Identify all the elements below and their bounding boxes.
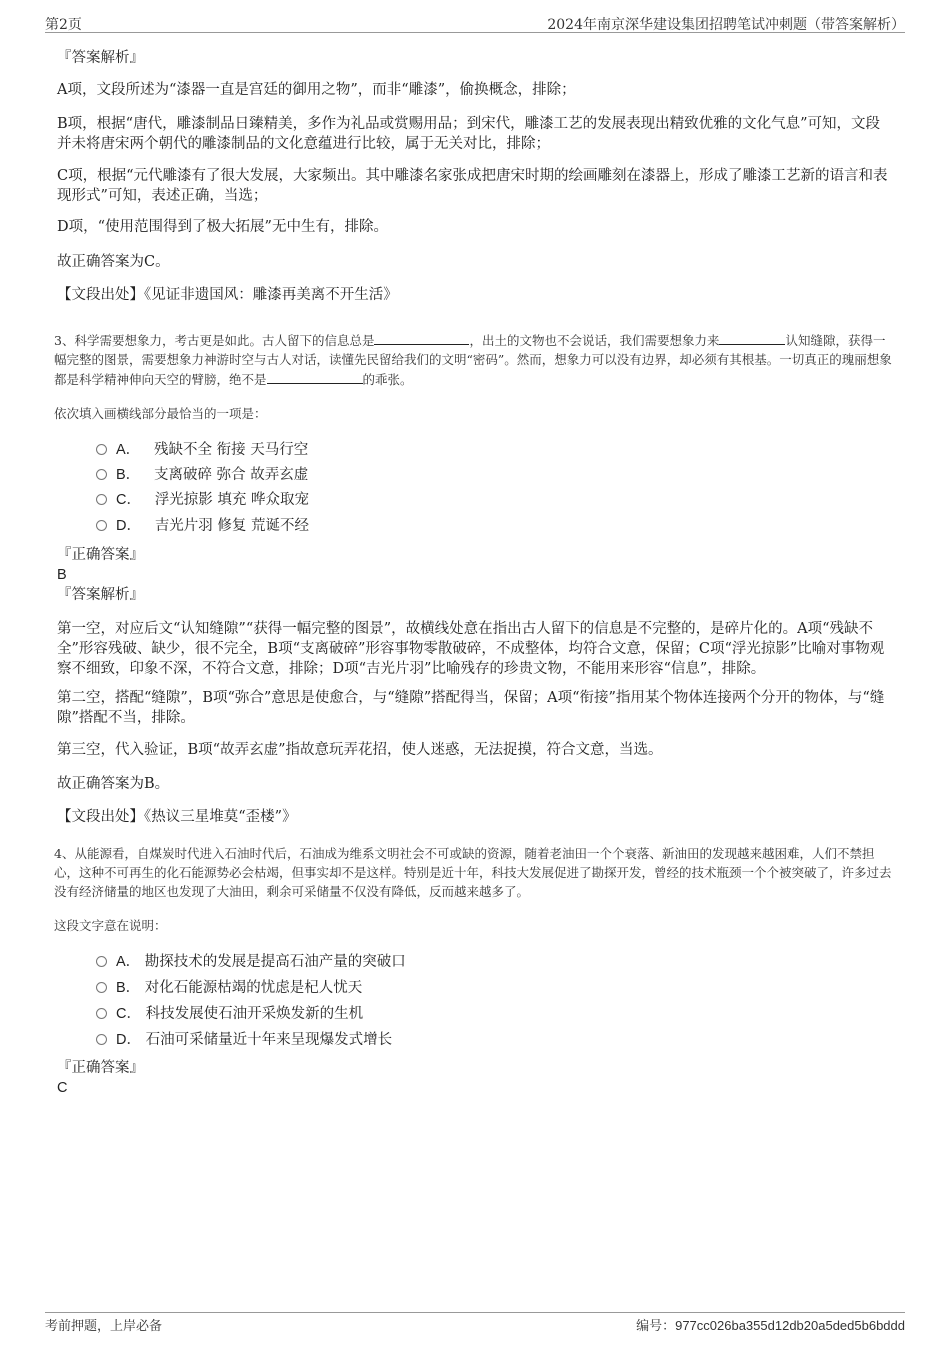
page-footer: [45, 1312, 905, 1335]
q4-option-b[interactable]: B． 对化石能源枯竭的忧虑是杞人忧天: [96, 978, 362, 998]
q3-option-b[interactable]: B． 支离破碎 弥合 故弄玄虚: [96, 465, 308, 485]
q2-analysis-heading: 『答案解析』: [57, 50, 144, 66]
radio-icon[interactable]: [96, 1034, 107, 1045]
q3-stem: 3、科学需要想象力，考古更是如此。古人留下的信息总是 ，出土的文物也不会说话，我们需要想象力来 认知缝隙，获得一幅完整的图景，需要想象力神游时空与古人对话，读懂先民留给我们的文明“密码”。然而，想象力可以没有边界，却必须有其根基。一切真正的瑰丽想象都是科学精神伸向天空的臂膀，绝不是 的乖张。: [54, 330, 896, 389]
q3-answer: B: [57, 567, 67, 583]
q4-prompt: 这段文字意在说明：: [54, 918, 167, 933]
q3-analysis-p1: 第一空，对应后文“认知缝隙”“获得一幅完整的图景”，故横线处意在指出古人留下的信息是不完整的，是碎片化的。A项“残缺不全”形容残破、缺少，很不完全，B项“支离破碎”形容事物零散破碎，不成整体，均符合文意，保留；C项“浮光掠影”比喻对事物观察不细致，印象不深，不符合文意，排除；D项“吉光片羽”比喻残存的珍贵文物，不能用来形容“信息”，排除。: [57, 621, 885, 677]
q3-option-d[interactable]: D． 吉光片羽 修复 荒诞不经: [96, 516, 309, 536]
q4-answer-heading: 『正确答案』: [57, 1060, 144, 1076]
q3-source: 【文段出处】《热议三星堆莫“歪楼”》: [57, 809, 297, 825]
document-title: 2024年南京深华建设集团招聘笔试冲刺题（带答案解析）: [547, 17, 905, 33]
page-number: 第2页: [45, 17, 82, 33]
blank-3: [267, 369, 363, 384]
blank-2: [719, 330, 785, 345]
radio-icon[interactable]: [96, 956, 107, 967]
radio-icon[interactable]: [96, 982, 107, 993]
q4-option-d[interactable]: D． 石油可采储量近十年来呈现爆发式增长: [96, 1030, 392, 1050]
radio-icon[interactable]: [96, 1008, 107, 1019]
q2-analysis-a: A项，文段所述为“漆器一直是宫廷的御用之物”，而非“雕漆”，偷换概念，排除；: [57, 82, 576, 98]
document-code: 编号：977cc026ba355d12db20a5ded5b6bddd: [636, 1318, 905, 1334]
q2-analysis-d: D项，“使用范围得到了极大拓展”无中生有，排除。: [57, 219, 388, 235]
radio-icon[interactable]: [96, 469, 107, 480]
q3-option-a[interactable]: A． 残缺不全 衔接 天马行空: [96, 440, 308, 460]
radio-icon[interactable]: [96, 444, 107, 455]
q2-source: 【文段出处】《见证非遗国风：雕漆再美离不开生活》: [57, 287, 398, 303]
q3-conclusion: 故正确答案为B。: [57, 776, 170, 792]
page-header: [45, 14, 905, 33]
q3-analysis-heading: 『答案解析』: [57, 587, 144, 603]
q2-analysis-c: C项，根据“元代雕漆有了很大发展，大家频出。其中雕漆名家张成把唐宋时期的绘画雕刻在漆器上，形成了雕漆工艺新的语言和表现形式”可知，表述正确，当选；: [57, 168, 888, 204]
q2-analysis-b: B项，根据“唐代，雕漆制品日臻精美，多作为礼品或赏赐用品；到宋代，雕漆工艺的发展表现出精致优雅的文化气息”可知，文段并未将唐宋两个朝代的雕漆制品的文化意蕴进行比较，属于无关对比，排除；: [57, 116, 880, 152]
q4-option-a[interactable]: A． 勘探技术的发展是提高石油产量的突破口: [96, 952, 406, 972]
radio-icon[interactable]: [96, 520, 107, 531]
q3-analysis-p3: 第三空，代入验证，B项“故弄玄虚”指故意玩弄花招，使人迷惑，无法捉摸，符合文意，当选。: [57, 742, 663, 758]
q3-option-c[interactable]: C． 浮光掠影 填充 哗众取宠: [96, 490, 309, 510]
blank-1: [374, 330, 469, 345]
q4-stem: 4、从能源看，自煤炭时代进入石油时代后，石油成为维系文明社会不可或缺的资源，随着老油田一个个衰落、新油田的发现越来越困难，人们不禁担心，这种不可再生的化石能源势必会枯竭，但事实却不是这样。特别是近十年，科技大发展促进了勘探开发，曾经的技术瓶颈一个个被突破了，许多过去没有经济储量的地区也发现了大油田，剩余可采储量不仅没有降低，反而越来越多了。: [54, 846, 892, 899]
radio-icon[interactable]: [96, 494, 107, 505]
q4-option-c[interactable]: C． 科技发展使石油开采焕发新的生机: [96, 1004, 363, 1024]
q4-answer: C: [57, 1080, 68, 1096]
q2-conclusion: 故正确答案为C。: [57, 254, 170, 270]
footer-slogan: 考前押题，上岸必备: [45, 1319, 163, 1334]
q3-prompt: 依次填入画横线部分最恰当的一项是：: [54, 406, 267, 421]
q3-answer-heading: 『正确答案』: [57, 547, 144, 563]
q3-analysis-p2: 第二空，搭配“缝隙”，B项“弥合”意思是使愈合，与“缝隙”搭配得当，保留；A项“衔接”指用某个物体连接两个分开的物体，与“缝隙”搭配不当，排除。: [57, 690, 885, 726]
